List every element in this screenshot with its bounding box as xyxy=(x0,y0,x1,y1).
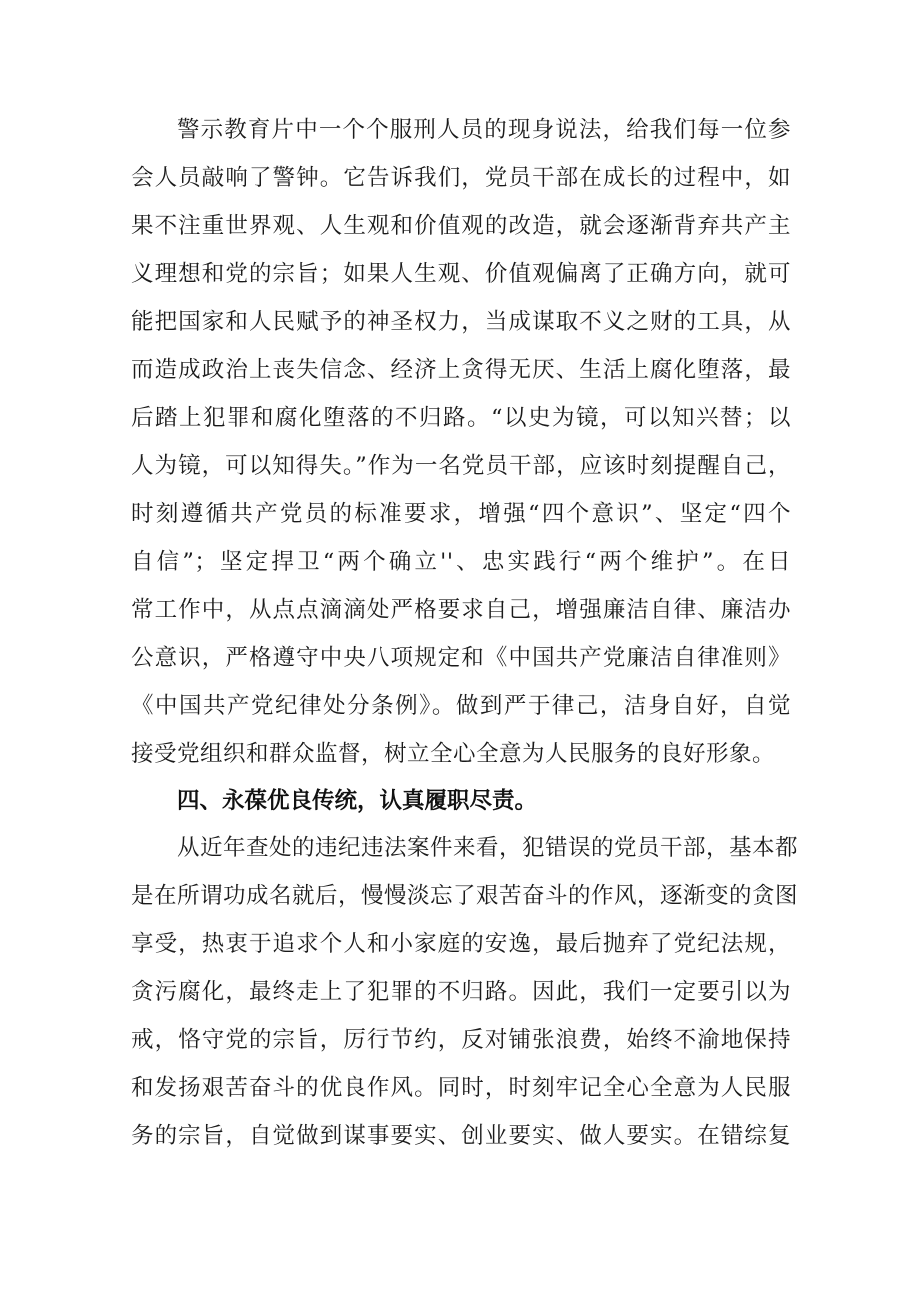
paragraph-2-line: 从近年查处的违纪违法案件来看，犯错误的党员干部，基本都 xyxy=(177,835,799,861)
paragraph-1-line: 果不注重世界观、人生观和价值观的改造，就会逐渐背弃共产主 xyxy=(131,213,791,239)
paragraph-1-line: 而造成政治上丧失信念、经济上贪得无厌、生活上腐化堕落，最 xyxy=(131,357,791,383)
paragraph-2-line: 和发扬艰苦奋斗的优良作风。同时，时刻牢记全心全意为人民服 xyxy=(131,1075,791,1101)
paragraph-1-line: 能把国家和人民赋予的神圣权力，当成谋取不义之财的工具，从 xyxy=(131,309,791,335)
section-heading: 四、永葆优良传统，认真履职尽责。 xyxy=(177,788,538,814)
paragraph-2-line: 戒，恪守党的宗旨，厉行节约，反对铺张浪费，始终不渝地保持 xyxy=(131,1027,791,1053)
paragraph-1-line: 公意识，严格遵守中央八项规定和《中国共产党廉洁自律准则》 xyxy=(131,645,791,671)
paragraph-1-line: 后踏上犯罪和腐化堕落的不归路。“以史为镜，可以知兴替；以 xyxy=(131,405,791,431)
paragraph-1-line: 《中国共产党纪律处分条例》。做到严于律己，洁身自好，自觉 xyxy=(131,693,791,719)
paragraph-1-line: 人为镜，可以知得失。”作为一名党员干部，应该时刻提醒自己， xyxy=(131,453,791,479)
document-body xyxy=(131,106,799,1160)
paragraph-1-line: 时刻遵循共产党员的标准要求，增强“四个意识”、坚定“四个 xyxy=(131,501,791,527)
paragraph-2-line: 贪污腐化，最终走上了犯罪的不归路。因此，我们一定要引以为 xyxy=(131,979,791,1005)
paragraph-2-line: 是在所谓功成名就后，慢慢淡忘了艰苦奋斗的作风，逐渐变的贪图 xyxy=(131,883,799,909)
paragraph-2-line: 务的宗旨，自觉做到谋事要实、创业要实、做人要实。在错综复 xyxy=(131,1123,791,1149)
paragraph-2-line: 享受，热衷于追求个人和小家庭的安逸，最后抛弃了党纪法规， xyxy=(131,931,791,957)
paragraph-1-line: 会人员敲响了警钟。它告诉我们，党员干部在成长的过程中，如 xyxy=(131,165,791,191)
paragraph-1-line: 接受党组织和群众监督，树立全心全意为人民服务的良好形象。 xyxy=(131,741,776,767)
paragraph-1-line: 常工作中，从点点滴滴处严格要求自己，增强廉洁自律、廉洁办 xyxy=(131,597,791,623)
paragraph-1-line: 义理想和党的宗旨；如果人生观、价值观偏离了正确方向，就可 xyxy=(131,261,791,287)
paragraph-1-line: 警示教育片中一个个服刑人员的现身说法，给我们每一位参 xyxy=(177,117,791,143)
paragraph-1-line: 自信”；坚定捍卫“两个确立''、忠实践行“两个维护”。在日 xyxy=(131,549,791,575)
